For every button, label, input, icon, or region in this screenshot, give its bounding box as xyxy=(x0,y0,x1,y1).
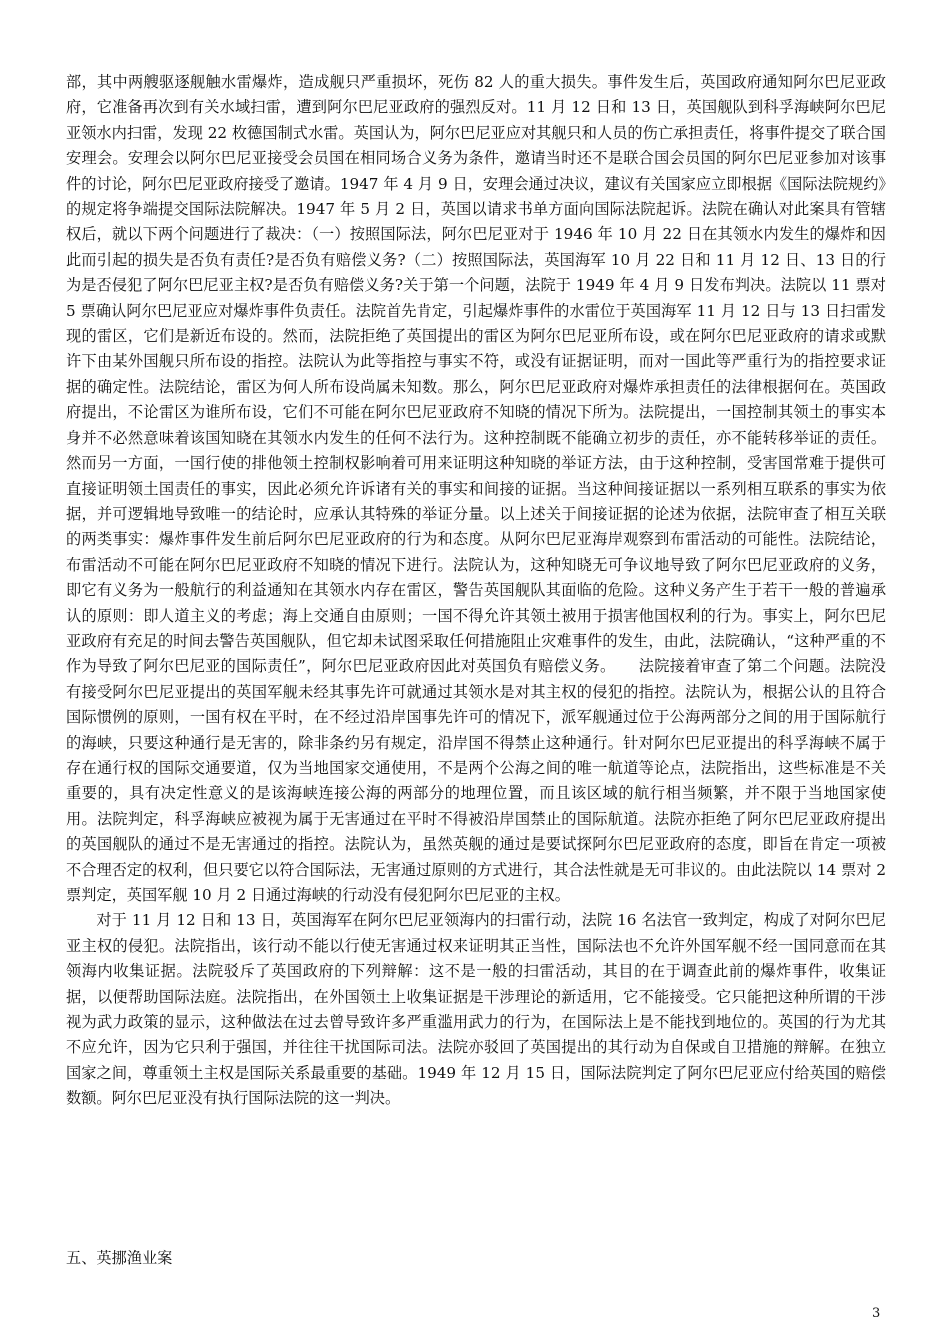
document-body xyxy=(66,70,886,1112)
body-paragraph: 对于 11 月 12 日和 13 日，英国海军在阿尔巴尼亚领海内的扫雷行动，法院 16 名法官一致判定，构成了对阿尔巴尼亚主权的侵犯。法院指出，该行动不能以行使无害通过权来证明其正当性，国际法也不允许外国军舰不经一国同意而在其领海内收集证据。法院驳斥了英国政府的下列辩解：这不是一般的扫雷活动，其目的在于调查此前的爆炸事件，收集证据，以便帮助国际法庭。法院指出，在外国领土上收集证据是干涉理论的新适用，它不能接受。它只能把这种所谓的干涉视为武力政策的显示，这种做法在过去曾导致许多严重滥用武力的行为，在国际法上是不能找到地位的。英国的行为尤其不应允许，因为它只利于强国，并往往干扰国际司法。法院亦驳回了英国提出的其行动为自保或自卫措施的辩解。在独立国家之间，尊重领土主权是国际关系最重要的基础。1949 年 12 月 15 日，国际法院判定了阿尔巴尼亚应付给英国的赔偿数额。阿尔巴尼亚没有执行国际法院的这一判决。 xyxy=(66,911,886,1108)
body-paragraph: 部，其中两艘驱逐舰触水雷爆炸，造成舰只严重损坏，死伤 82 人的重大损失。事件发生后，英国政府通知阿尔巴尼亚政府，它准备再次到有关水域扫雷，遭到阿尔巴尼亚政府的强烈反对。11 月 12 日和 13 日，英国舰队到科孚海峡阿尔巴尼亚领水内扫雷，发现 22 枚德国制式水雷。英国认为，阿尔巴尼亚应对其舰只和人员的伤亡承担责任，将事件提交了联合国安理会。安理会以阿尔巴尼亚接受会员国在相同场合义务为条件，邀请当时还不是联合国会员国的阿尔巴尼亚参加对该事件的讨论，阿尔巴尼亚政府接受了邀请。1947 年 4 月 9 日，安理会通过决议，建议有关国家应立即根据《国际法院规约》的规定将争端提交国际法院解决。1947 年 5 月 2 日，英国以请求书单方面向国际法院起诉。法院在确认对此案具有管辖权后，就以下两个问题进行了裁决：（一）按照国际法，阿尔巴尼亚对于 1946 年 10 月 22 日在其领水内发生的爆炸和因此而引起的损失是否负有责任?是否负有赔偿义务?（二）按照国际法，英国海军 10 月 22 日和 11 月 12 日、13 日的行为是否侵犯了阿尔巴尼亚主权?是否负有赔偿义务?关于第一个问题，法院于 1949 年 4 月 9 日发布判决。法院以 11 票对 5 票确认阿尔巴尼亚应对爆炸事件负责任。法院首先肯定，引起爆炸事件的水雷位于英国海军 11 月 12 日与 13 日扫雷发现的雷区，它们是新近布设的。然而，法院拒绝了英国提出的雷区为阿尔巴尼亚所布设，或在阿尔巴尼亚政府的请求或默许下由某外国舰只所布设的指控。法院认为此等指控与事实不符，或没有证据证明，而对一国此等严重行为的指控要求证据的确定性。法院结论，雷区为何人所布设尚属未知数。那么，阿尔巴尼亚政府对爆炸承担责任的法律根据何在。英国政府提出，不论雷区为谁所布设，它们不可能在阿尔巴尼亚政府不知晓的情况下所为。法院提出，一国控制其领土的事实本身并不必然意味着该国知晓在其领水内发生的任何不法行为。这种控制既不能确立初步的责任，亦不能转移举证的责任。然而另一方面，一国行使的排他领土控制权影响着可用来证明这种知晓的举证方法，由于这种控制，受害国常难于提供可直接证明领土国责任的事实，因此必须允许诉诸有关的事实和间接的证据。当这种间接证据以一系列相互联系的事实为依据，并可逻辑地导致唯一的结论时，应承认其特殊的举证分量。以上述关于间接证据的论述为依据，法院审查了相互关联的两类事实：爆炸事件发生前后阿尔巴尼亚政府的行为和态度。从阿尔巴尼亚海岸观察到布雷活动的可能性。法院结论，布雷活动不可能在阿尔巴尼亚政府不知晓的情况下进行。法院认为，这种知晓无可争议地导致了阿尔巴尼亚政府的义务，即它有义务为一般航行的利益通知在其领水内存在雷区，警告英国舰队其面临的危险。这种义务产生于若干一般的普遍承认的原则：即人道主义的考虑；海上交通自由原则；一国不得允许其领土被用于损害他国权利的行为。事实上，阿尔巴尼亚政府有充足的时间去警告英国舰队，但它却未试图采取任何措施阻止灾难事件的发生，由此，法院确认，“这种严重的不作为导致了阿尔巴尼亚的国际责任”，阿尔巴尼亚政府因此对英国负有赔偿义务。 法院接着审查了第二个问题。法院没有接受阿尔巴尼亚提出的英国军舰未经其事先许可就通过其领水是对其主权的侵犯的指控。法院认为，根据公认的且符合国际惯例的原则，一国有权在平时，在不经过沿岸国事先许可的情况下，派军舰通过位于公海两部分之间的用于国际航行的海峡，只要这种通行是无害的，除非条约另有规定，沿岸国不得禁止这种通行。针对阿尔巴尼亚提出的科孚海峡不属于存在通行权的国际交通要道，仅为当地国家交通使用，不是两个公海之间的唯一航道等论点，法院指出，这些标准是不关重要的，具有决定性意义的是该海峡连接公海的两部分的地理位置，而且该区域的航行相当频繁，并不限于当地国家使用。法院判定，科孚海峡应被视为属于无害通过在平时不得被沿岸国禁止的国际航道。法院亦拒绝了阿尔巴尼亚政府提出的英国舰队的通过不是无害通过的指控。法院认为，虽然英舰的通过是要试探阿尔巴尼亚政府的态度，即旨在肯定一项被不合理否定的权利，但只要它以符合国际法，无害通过原则的方式进行，其合法性就是无可非议的。由此法院以 14 票对 2 票判定，英国军舰 10 月 2 日通过海峡的行动没有侵犯阿尔巴尼亚的主权。 xyxy=(66,73,886,904)
section-heading: 五、英挪渔业案 xyxy=(66,1249,173,1267)
page-number: 3 xyxy=(872,1306,881,1321)
